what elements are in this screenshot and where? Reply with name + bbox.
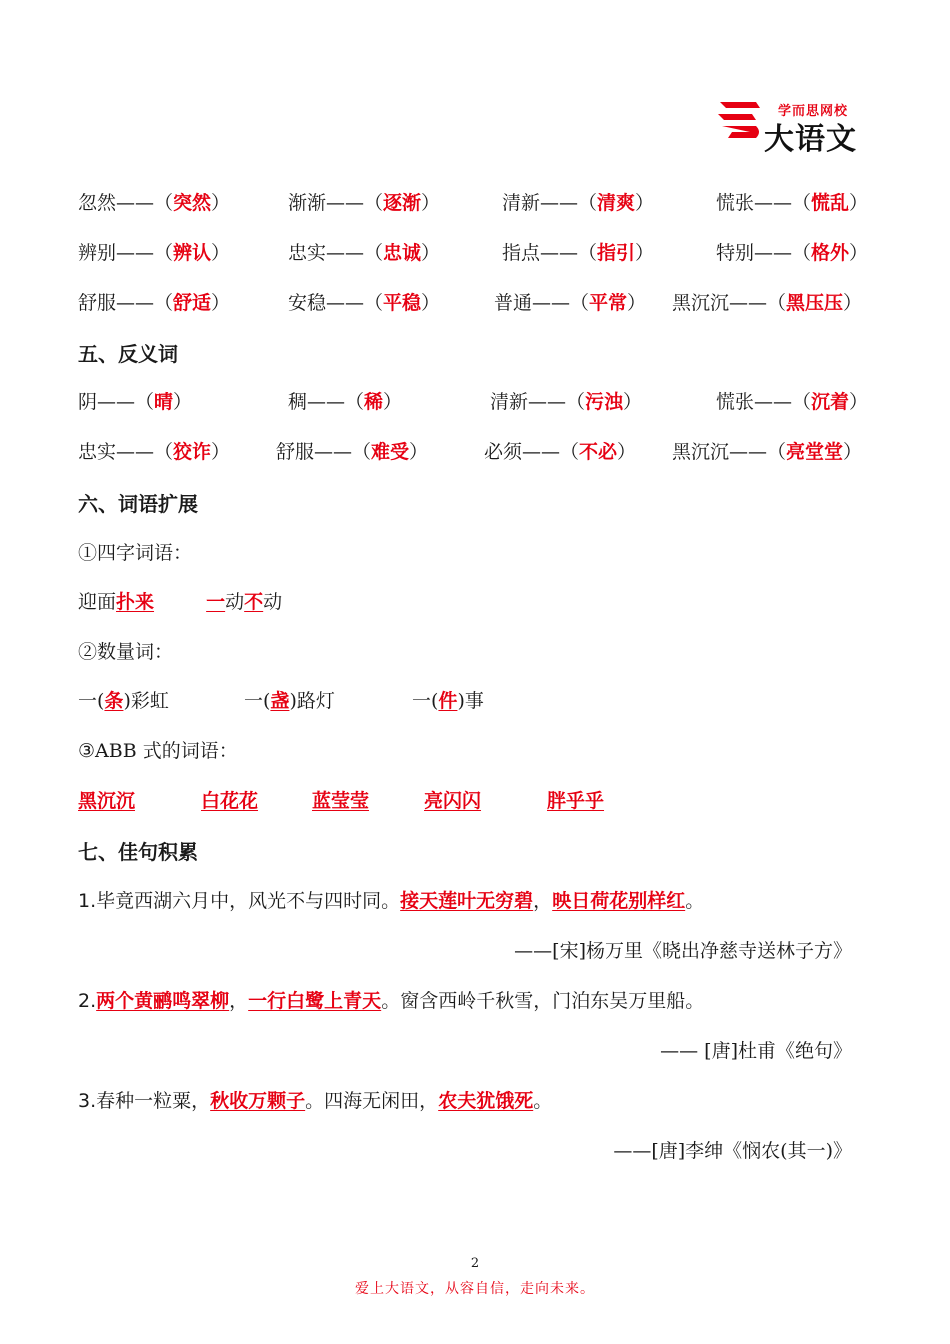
word-answer: 不必 xyxy=(579,441,618,463)
sentence-text: 。窗含西岭千秋雪，门泊东吴万里船。 xyxy=(381,990,705,1012)
four-char-line xyxy=(78,587,282,614)
measure-item xyxy=(78,686,169,713)
abb-word: 蓝莹莹 xyxy=(312,790,370,812)
abb-word: 白花花 xyxy=(201,790,259,812)
word-answer: 清爽 xyxy=(597,192,636,214)
word-close: ） xyxy=(849,391,869,413)
word-pair xyxy=(288,238,440,265)
word-pair xyxy=(502,238,654,265)
word-pair xyxy=(78,437,230,464)
sentences-heading: 七、佳句积累 xyxy=(78,840,198,864)
word-close: ） xyxy=(383,391,403,413)
word-pair-row xyxy=(0,387,950,417)
word-close: ） xyxy=(211,192,231,214)
word-answer: 突然 xyxy=(173,192,212,214)
logo-subtitle: 学而思网校 xyxy=(778,104,849,119)
sentence-2 xyxy=(78,986,704,1013)
word-pair xyxy=(288,387,402,414)
word-pair xyxy=(78,238,230,265)
word-close: ） xyxy=(421,292,441,314)
word-answer: 指引 xyxy=(597,242,636,264)
word-pair-row xyxy=(0,288,950,318)
abb-word: 黑沉沉 xyxy=(78,790,136,812)
measure-pre: 一( xyxy=(412,690,439,712)
four-char-answer: 不 xyxy=(244,591,264,613)
word-pair-row xyxy=(0,238,950,268)
word-answer: 辨认 xyxy=(173,242,212,264)
word-pair xyxy=(78,188,230,215)
word-pair xyxy=(78,387,192,414)
word-pair-row xyxy=(0,188,950,218)
word-answer: 稀 xyxy=(364,391,384,413)
word: 安稳——（ xyxy=(288,292,384,314)
word-close: ） xyxy=(421,242,441,264)
antonyms-heading: 五、反义词 xyxy=(78,342,178,366)
word-pair xyxy=(672,288,862,315)
word-close: ） xyxy=(843,292,863,314)
expansion-heading: 六、词语扩展 xyxy=(78,492,198,516)
sentence-text: ， xyxy=(229,990,249,1012)
four-char-answer: 扑来 xyxy=(116,591,155,613)
measure-item xyxy=(412,686,484,713)
word: 稠——（ xyxy=(288,391,365,413)
word-pair xyxy=(484,437,636,464)
word-close: ） xyxy=(409,441,429,463)
sentence-answer: 两个黄鹂鸣翠柳 xyxy=(96,990,230,1012)
word-pair xyxy=(490,387,642,414)
word-close: ） xyxy=(211,441,231,463)
sentence-answer: 映日荷花别样红 xyxy=(552,890,686,912)
four-char-label: ①四字词语： xyxy=(78,542,193,564)
measure-pre: 一( xyxy=(78,690,105,712)
word: 渐渐——（ xyxy=(288,192,384,214)
word-answer: 晴 xyxy=(154,391,174,413)
word: 必须——（ xyxy=(484,441,580,463)
sentence-text: 。 xyxy=(685,890,705,912)
word-close: ） xyxy=(635,242,655,264)
word: 指点——（ xyxy=(502,242,598,264)
four-char-text: 动 xyxy=(263,591,283,613)
word-close: ） xyxy=(211,242,231,264)
abb-word: 亮闪闪 xyxy=(424,790,482,812)
sentence-text: 。 xyxy=(533,1090,553,1112)
word-answer: 格外 xyxy=(811,242,850,264)
word-answer: 沉着 xyxy=(811,391,850,413)
word-pair xyxy=(78,288,230,315)
measure-answer: 条 xyxy=(104,690,124,712)
word-close: ） xyxy=(627,292,647,314)
sentence-answer: 一行白鹭上青天 xyxy=(248,990,382,1012)
sentence-3-source: ——[唐]李绅《悯农(其一)》 xyxy=(613,1140,852,1162)
word-pair xyxy=(276,437,428,464)
sentence-3 xyxy=(78,1086,552,1113)
word-pair xyxy=(288,288,440,315)
word-answer: 逐渐 xyxy=(383,192,422,214)
word-close: ） xyxy=(623,391,643,413)
sentence-answer: 接天莲叶无穷碧 xyxy=(400,890,534,912)
word: 辨别——（ xyxy=(78,242,174,264)
word-answer: 平稳 xyxy=(383,292,422,314)
word: 忠实——（ xyxy=(288,242,384,264)
word-close: ） xyxy=(849,242,869,264)
measure-label: ②数量词： xyxy=(78,641,174,663)
word-pair xyxy=(288,188,440,215)
word: 普通——（ xyxy=(494,292,590,314)
word: 忽然——（ xyxy=(78,192,174,214)
abb-label: ③ABB 式的词语： xyxy=(78,740,238,762)
word-answer: 亮堂堂 xyxy=(786,441,844,463)
measure-post: )路灯 xyxy=(289,690,335,712)
word: 黑沉沉——（ xyxy=(672,292,787,314)
word-answer: 舒适 xyxy=(173,292,212,314)
word-pair xyxy=(716,188,868,215)
sentence-1-source: ——[宋]杨万里《晓出净慈寺送林子方》 xyxy=(514,940,852,962)
four-char-prefix: 迎面 xyxy=(78,591,117,613)
abb-word: 胖乎乎 xyxy=(547,790,605,812)
four-char-answer: 一 xyxy=(206,591,226,613)
word: 舒服——（ xyxy=(276,441,372,463)
word-close: ） xyxy=(421,192,441,214)
measure-answer: 件 xyxy=(438,690,458,712)
four-char-text: 动 xyxy=(225,591,245,613)
page-number: 2 xyxy=(470,1256,480,1271)
logo-title: 大语文 xyxy=(764,122,857,157)
word: 清新——（ xyxy=(490,391,586,413)
word-close: ） xyxy=(843,441,863,463)
word-answer: 平常 xyxy=(589,292,628,314)
sentence-number: 3. xyxy=(78,1090,97,1112)
word: 忠实——（ xyxy=(78,441,174,463)
sentence-text: 毕竟西湖六月中，风光不与四时同。 xyxy=(96,890,401,912)
word-pair-row xyxy=(0,437,950,467)
word-answer: 黑压压 xyxy=(786,292,844,314)
measure-pre: 一( xyxy=(244,690,271,712)
word-close: ） xyxy=(849,192,869,214)
sentence-answer: 农夫犹饿死 xyxy=(438,1090,534,1112)
word-pair xyxy=(502,188,654,215)
word-answer: 难受 xyxy=(371,441,410,463)
sentence-2-source: —— [唐]杜甫《绝句》 xyxy=(660,1040,852,1062)
measure-answer: 盏 xyxy=(270,690,290,712)
word-close: ） xyxy=(617,441,637,463)
word: 清新——（ xyxy=(502,192,598,214)
word-pair xyxy=(494,288,646,315)
word-answer: 慌乱 xyxy=(811,192,850,214)
footer-slogan: 爱上大语文，从容自信，走向未来。 xyxy=(355,1281,595,1297)
sentence-text: 。四海无闲田， xyxy=(305,1090,439,1112)
word-pair xyxy=(672,437,862,464)
word-close: ） xyxy=(173,391,193,413)
word: 舒服——（ xyxy=(78,292,174,314)
word-close: ） xyxy=(211,292,231,314)
sentence-text: ， xyxy=(533,890,553,912)
word: 特别——（ xyxy=(716,242,812,264)
word: 黑沉沉——（ xyxy=(672,441,787,463)
word: 阴——（ xyxy=(78,391,155,413)
word: 慌张——（ xyxy=(716,391,812,413)
sentence-answer: 秋收万颗子 xyxy=(210,1090,306,1112)
word-close: ） xyxy=(635,192,655,214)
sentence-number: 1. xyxy=(78,890,97,912)
word-pair xyxy=(716,387,868,414)
word: 慌张——（ xyxy=(716,192,812,214)
sentence-number: 2. xyxy=(78,990,97,1012)
sentence-text: 春种一粒粟， xyxy=(96,1090,211,1112)
word-answer: 忠诚 xyxy=(383,242,422,264)
word-pair xyxy=(716,238,868,265)
word-answer: 狡诈 xyxy=(173,441,212,463)
measure-post: )彩虹 xyxy=(123,690,169,712)
measure-post: )事 xyxy=(457,690,484,712)
measure-item xyxy=(244,686,335,713)
word-answer: 污浊 xyxy=(585,391,624,413)
sentence-1 xyxy=(78,886,704,913)
